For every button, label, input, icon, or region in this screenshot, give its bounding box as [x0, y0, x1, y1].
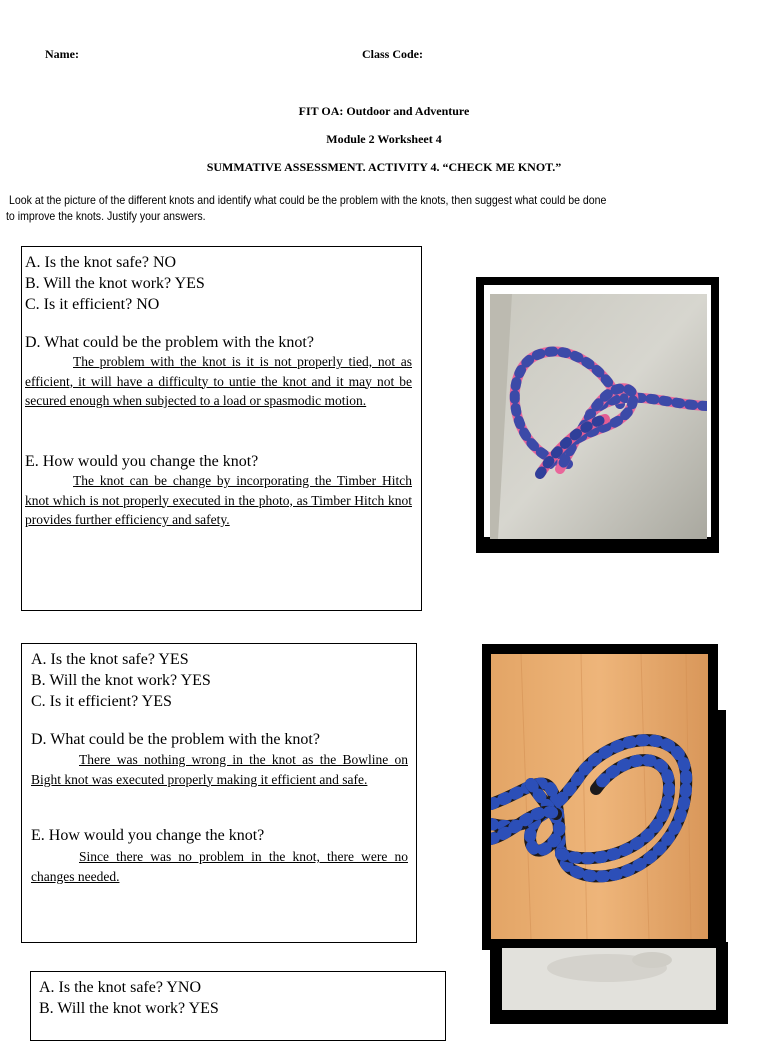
knot-2-photo [491, 654, 708, 939]
activity-title: SUMMATIVE ASSESSMENT. ACTIVITY 4. “CHECK ME KNOT.” [206, 160, 562, 174]
knot-3-answer-box [30, 971, 446, 1041]
knot-3-image [502, 948, 716, 1010]
knot-3-question-b: B. Will the knot work? YES [39, 1000, 219, 1017]
knot-2-answer-box [21, 643, 417, 943]
module-title: Module 2 Worksheet 4 [326, 132, 442, 146]
knot-1-answer-e [25, 471, 412, 530]
knot-2-answer-d [31, 750, 408, 789]
knot-1-question-c: C. Is it efficient? NO [25, 296, 160, 313]
knot-1-answer-box [21, 246, 422, 611]
course-title: FIT OA: Outdoor and Adventure [298, 104, 470, 118]
knot-1-question-e: E. How would you change the knot? [25, 453, 259, 470]
instructions-line-2: to improve the knots. Justify your answers. [6, 209, 206, 223]
knot-2-question-b: B. Will the knot work? YES [31, 672, 211, 689]
knot-1-answer-d [25, 352, 412, 411]
knot-2-photo-frame [482, 644, 718, 950]
knot-1-answer-d-text: The problem with the knot is it is not properly tied, not as efficient, it will have a difficulty to untie the knot and it may not be secured enough when subjected to a load or spasmodic motion. [25, 354, 412, 408]
instructions-line-1: Look at the picture of the different knots and identify what could be the problem with the knots, then suggest what could be done [9, 193, 607, 207]
knot-1-photo-frame [476, 277, 719, 553]
knot-1-question-a: A. Is the knot safe? NO [25, 254, 177, 271]
knot-2-answer-e-text: Since there was no problem in the knot, there were no changes needed. [31, 849, 408, 884]
knot-3-photo [502, 948, 716, 1010]
knot-2-question-a: A. Is the knot safe? YES [31, 651, 189, 668]
pink-rope-knot-image [490, 294, 707, 539]
knot-1-question-d: D. What could be the problem with the knot? [25, 334, 314, 351]
knot-1-photo [490, 294, 707, 539]
black-rope-knot-image [491, 654, 708, 939]
name-label: Name: [45, 47, 79, 61]
knot-2-question-e: E. How would you change the knot? [31, 827, 265, 844]
knot-2-answer-d-text: There was nothing wrong in the knot as the Bowline on Bight knot was executed properly making it efficient and safe. [31, 752, 408, 787]
knot-1-answer-e-text: The knot can be change by incorporating the Timber Hitch knot which is not properly executed in the photo, as Timber Hitch knot provides further efficiency and safety. [25, 473, 412, 527]
knot-3-question-a: A. Is the knot safe? YNO [39, 979, 202, 996]
knot-1-question-b: B. Will the knot work? YES [25, 275, 205, 292]
knot-2-question-d: D. What could be the problem with the knot? [31, 731, 320, 748]
knot-2-question-c: C. Is it efficient? YES [31, 693, 172, 710]
class-code-label: Class Code: [362, 47, 424, 61]
knot-3-photo-frame [490, 942, 728, 1024]
knot-2-answer-e [31, 847, 408, 886]
